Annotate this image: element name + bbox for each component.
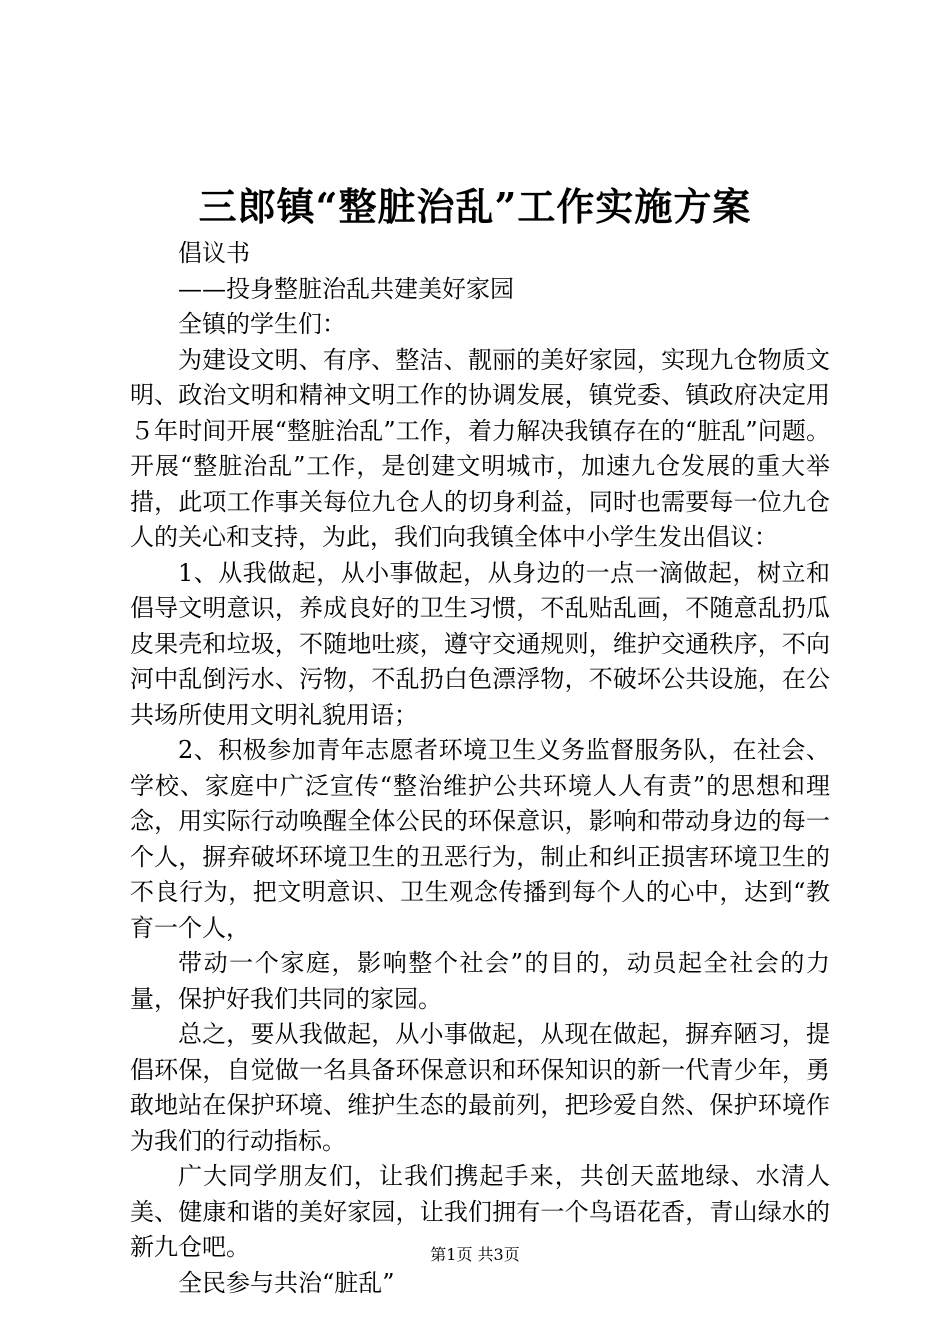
document-body [130, 236, 830, 1301]
document-heading: 倡议书 [178, 239, 250, 267]
closing-heading: 全民参与共治“脏乱” [178, 1268, 395, 1297]
document-title: 三郎镇“整脏治乱”工作实施方案 [198, 184, 752, 229]
paragraph-item-2-continued: 带动一个家庭，影响整个社会”的目的，动员起全社会的力量，保护好我们共同的家园。 [130, 949, 830, 1013]
paragraph-item-2: 2、积极参加青年志愿者环境卫生义务监督服务队，在社会、学校、家庭中广泛宣传“整治维护公共环境人人有责”的思想和理念，用实际行动唤醒全体公民的环保意识，影响和带动身边的每一个人，摒弃破坏环境卫生的丑恶行为，制止和纠正损害环境卫生的不良行为，把文明意识、卫生观念传播到每个人的心中，达到“教育一个人， [130, 736, 830, 942]
paragraph-item-1: 1、从我做起，从小事做起，从身边的一点一滴做起，树立和倡导文明意识，养成良好的卫生习惯，不乱贴乱画，不随意乱扔瓜皮果壳和垃圾，不随地吐痰，遵守交通规则，维护交通秩序，不向河中乱倒污水、污物，不乱扔白色漂浮物，不破坏公共设施，在公共场所使用文明礼貌用语； [130, 558, 830, 729]
paragraph-call-to-action: 广大同学朋友们，让我们携起手来，共创天蓝地绿、水清人美、健康和谐的美好家园，让我们拥有一个鸟语花香，青山绿水的新九仓吧。 [130, 1162, 830, 1261]
salutation: 全镇的学生们： [178, 310, 346, 338]
paragraph-summary: 总之，要从我做起，从小事做起，从现在做起，摒弃陋习，提倡环保，自觉做一名具备环保意识和环保知识的新一代青少年，勇敢地站在保护环境、维护生态的最前列，把珍爱自然、保护环境作为我们的行动指标。 [130, 1020, 830, 1155]
page-number: 第1页 共3页 [430, 1245, 520, 1264]
document-subheading: ——投身整脏治乱共建美好家园 [178, 274, 514, 303]
paragraph-intro: 为建设文明、有序、整洁、靓丽的美好家园，实现九仓物质文明、政治文明和精神文明工作的协调发展，镇党委、镇政府决定用５年时间开展“整脏治乱”工作，着力解决我镇存在的“脏乱”问题。开展“整脏治乱”工作，是创建文明城市，加速九仓发展的重大举措，此项工作事关每位九仓人的切身利益，同时也需要每一位九仓人的关心和支持，为此，我们向我镇全体中小学生发出倡议： [130, 345, 830, 551]
